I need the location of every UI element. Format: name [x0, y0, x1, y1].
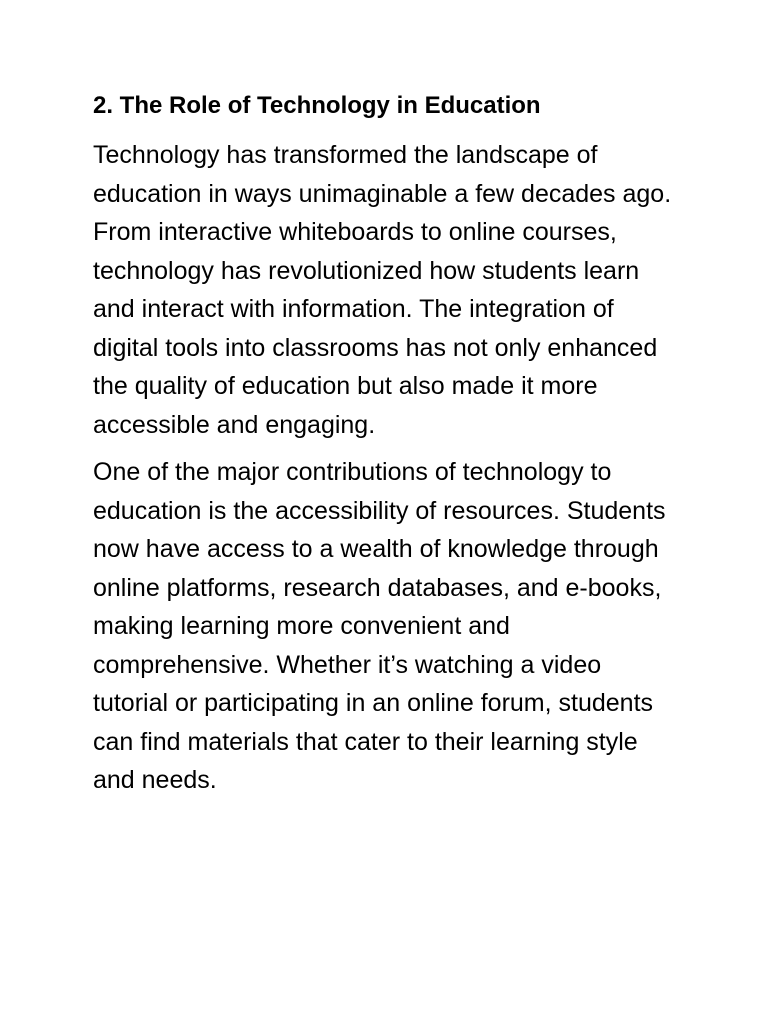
section-heading: 2. The Role of Technology in Education: [93, 92, 541, 119]
paragraph-1: Technology has transformed the landscape of education in ways unimaginable a few decades ago. From interactive whiteboards to online courses, technology has revolutionized how students learn and interact with information. The integration of digital tools into classrooms has not only enhanced the quality of education but also made it more accessible and engaging.: [93, 141, 672, 439]
document-page: [93, 88, 683, 809]
paragraph-2: One of the major contributions of technology to education is the accessibility of resources. Students now have access to a wealth of knowledge through online platforms, research databases, and e-books, making learning more convenient and comprehensive. Whether it’s watching a video tutorial or participating in an online forum, students can find materials that cater to their learning style and needs.: [93, 458, 666, 794]
